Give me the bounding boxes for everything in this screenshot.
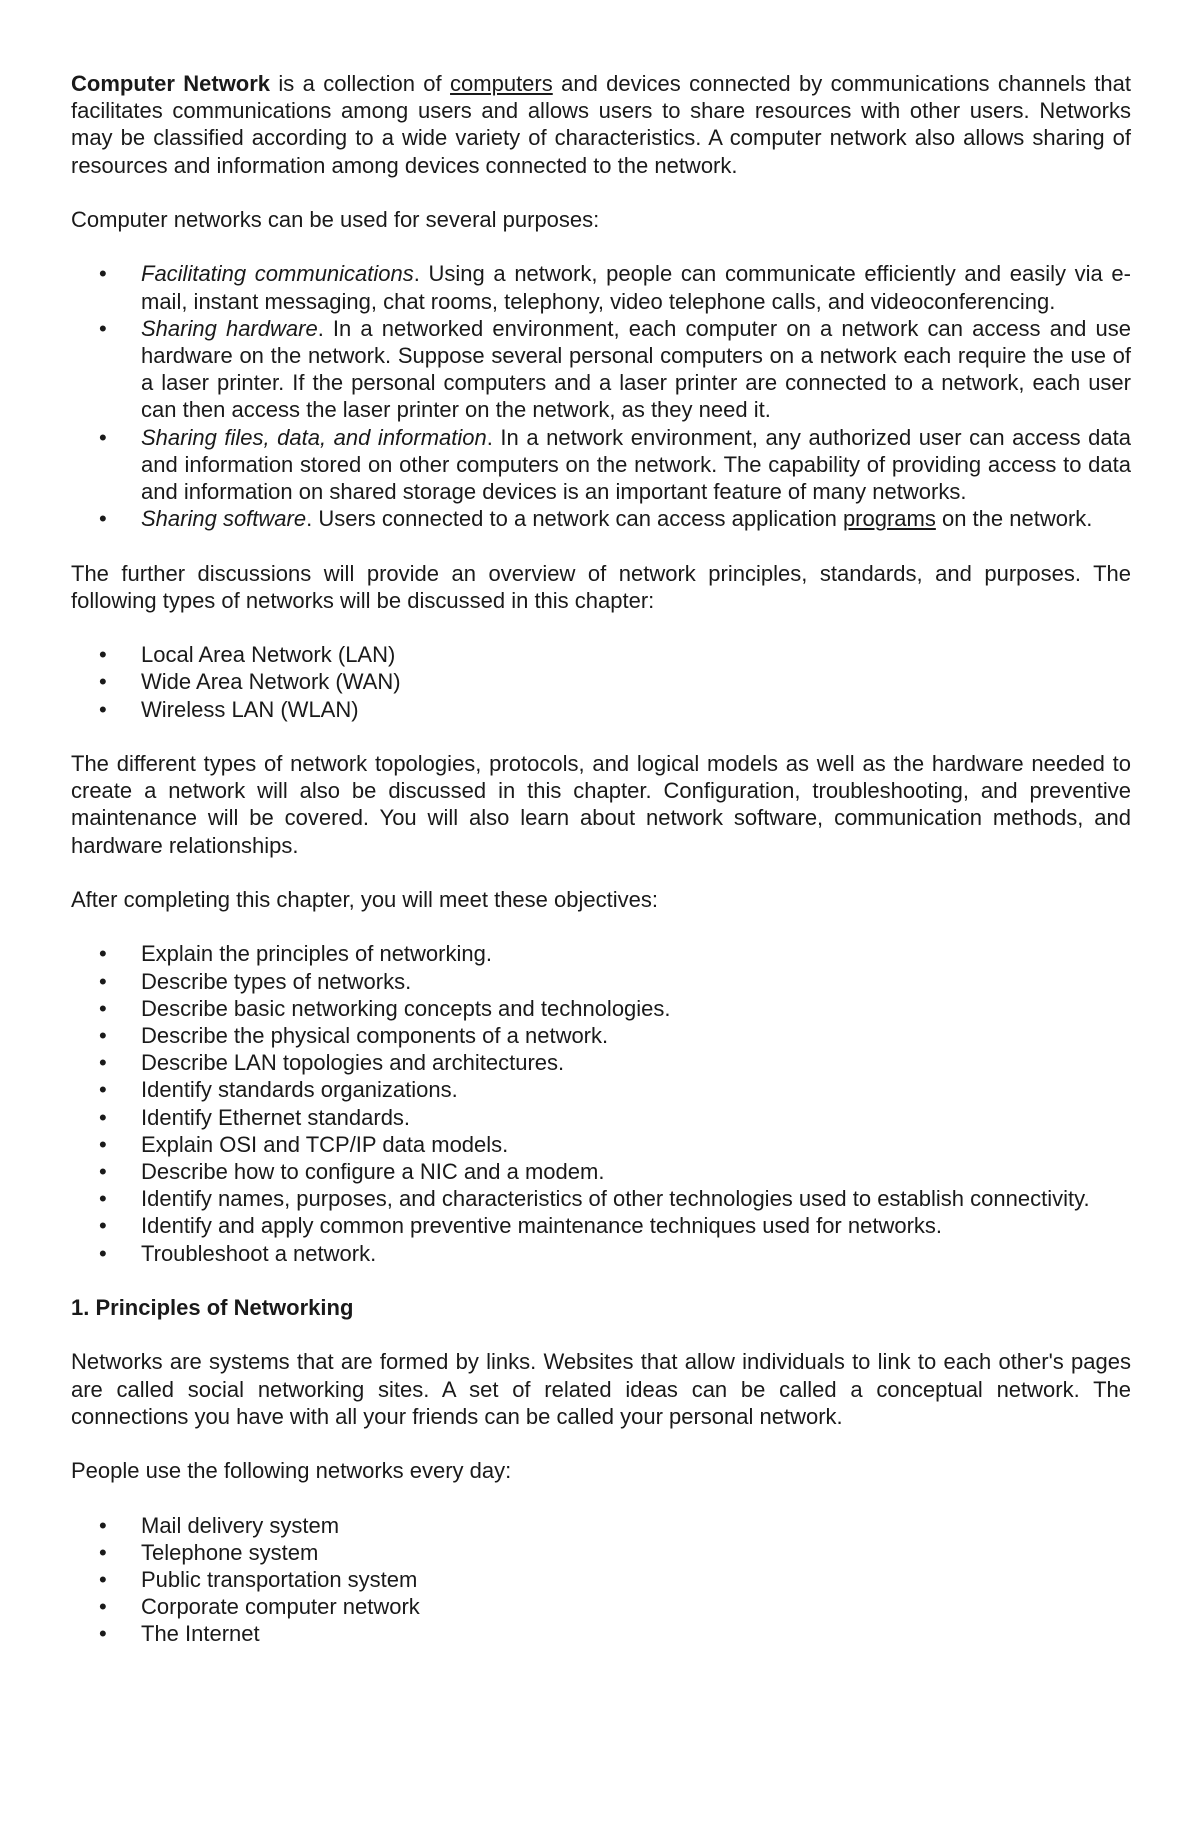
everyday-networks-list <box>71 1512 1131 1648</box>
objectives-intro: After completing this chapter, you will meet these objectives: <box>71 887 658 912</box>
purpose-text: . Using a network, people can communicate efficiently and easily via e-mail, instant messaging, chat rooms, telephony, video telephone calls, and videoconferencing. <box>141 261 1131 314</box>
programs-link[interactable]: programs <box>842 506 936 532</box>
list-item: • Identify Ethernet standards. <box>71 1104 1131 1131</box>
purposes-list <box>71 260 1131 532</box>
intro-text-1: is a collection of <box>270 71 451 96</box>
list-item: • Describe the physical components of a network. <box>71 1022 1131 1049</box>
list-item <box>71 260 1131 314</box>
everyday-intro: People use the following networks every day: <box>71 1458 512 1484</box>
purposes-intro: Computer networks can be used for several purposes: <box>71 207 600 232</box>
list-item: • Identify and apply common preventive maintenance techniques used for networks. <box>71 1212 1131 1239</box>
list-item: • Explain OSI and TCP/IP data models. <box>71 1131 1131 1158</box>
section-paragraph: Networks are systems that are formed by links. Websites that allow individuals to link to each other's pages are called social networking sites. A set of related ideas can be called a conceptual network. The connections you have with all your friends can be called your personal network. <box>71 1349 1131 1429</box>
computers-link[interactable]: computers <box>450 71 553 96</box>
list-item: • Mail delivery system <box>71 1512 1131 1539</box>
list-item: • Identify standards organizations. <box>71 1076 1131 1103</box>
list-item: • Describe types of networks. <box>71 968 1131 995</box>
objectives-list <box>71 940 1131 1266</box>
list-item: • The Internet <box>71 1620 1131 1647</box>
purpose-text-end: on the network. <box>935 506 1093 532</box>
topics-paragraph: The different types of network topologies, protocols, and logical models as well as the hardware needed to create a network will also be discussed in this chapter. Configuration, troubleshooting, and preventive maintenance will be covered. You will also learn about network software, communication methods, and hardware relationships. <box>71 751 1131 858</box>
list-item: • Identify names, purposes, and characteristics of other technologies used to establish connectivity. <box>71 1185 1131 1212</box>
list-item: • Telephone system <box>71 1539 1131 1566</box>
list-item <box>71 315 1131 424</box>
purpose-text: . Users connected to a network can access application <box>306 506 843 532</box>
section-heading: 1. Principles of Networking <box>71 1295 354 1321</box>
intro-text-2: and devices connected by communications channels that facilitates communications among users and allows users to share resources with other users. Networks may be classified according to a wide variety of characteristics. A computer network also allows sharing of resources and information among devices connected to the network. <box>71 71 1132 178</box>
purpose-title: Sharing software <box>141 506 307 532</box>
list-item: • Local Area Network (LAN) <box>71 641 1131 668</box>
purpose-title: Sharing files, data, and information <box>141 424 487 450</box>
list-item: • Corporate computer network <box>71 1593 1131 1620</box>
list-item: • Public transportation system <box>71 1566 1131 1593</box>
list-item: • Wireless LAN (WLAN) <box>71 696 1131 723</box>
purpose-text: . In a network environment, any authorized user can access data and information stored on other computers on the network. The capability of providing access to data and information on shared storage devices is an important feature of many networks. <box>141 424 1132 505</box>
intro-paragraph <box>71 70 1131 179</box>
types-intro: The further discussions will provide an overview of network principles, standards, and purposes. The following types of networks will be discussed in this chapter: <box>71 560 1131 613</box>
list-item: • Describe how to configure a NIC and a modem. <box>71 1158 1131 1185</box>
list-item: • Describe LAN topologies and architectures. <box>71 1049 1131 1076</box>
purpose-text: . In a networked environment, each computer on a network can access and use hardware on the network. Suppose several personal computers on a network each require the use of a laser printer. If the personal computers and a laser printer are connected to a network, each user can then access the laser printer on the network, as they need it. <box>141 315 1131 423</box>
document-page <box>71 70 1131 1675</box>
intro-term: Computer Network <box>71 71 271 96</box>
purpose-title: Facilitating communications <box>141 261 414 287</box>
list-item: • Wide Area Network (WAN) <box>71 668 1131 695</box>
list-item: • Describe basic networking concepts and technologies. <box>71 995 1131 1022</box>
list-item: • Troubleshoot a network. <box>71 1240 1131 1267</box>
network-types-list <box>71 641 1131 723</box>
purpose-title: Sharing hardware <box>141 315 318 341</box>
list-item <box>71 505 1131 532</box>
list-item <box>71 424 1131 506</box>
list-item: • Explain the principles of networking. <box>71 940 1131 967</box>
